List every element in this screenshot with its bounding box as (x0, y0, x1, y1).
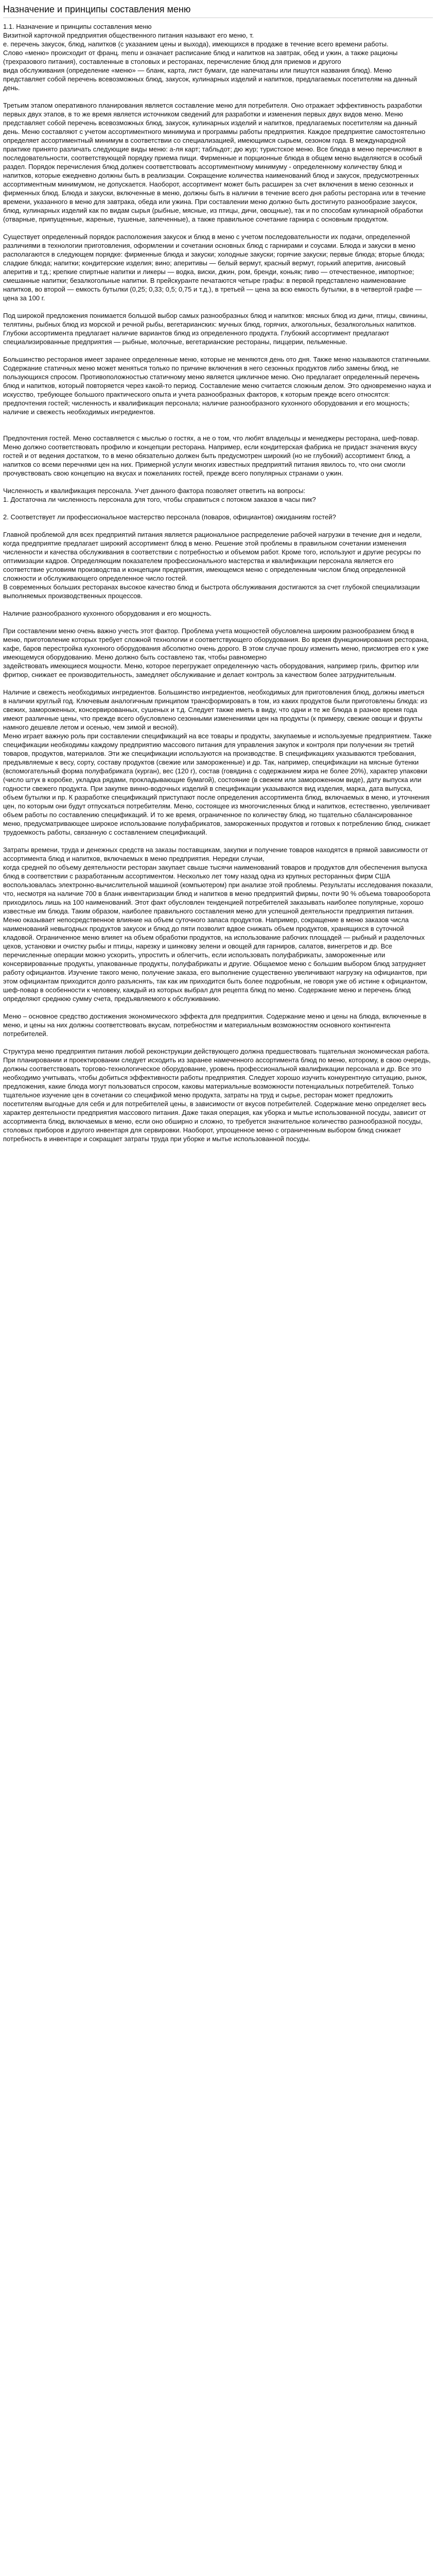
document-body (3, 31, 433, 1143)
paragraph: При составлении меню очень важно учесть этот фактор. Проблема учета мощностей обусловлена широким разнообразием блюд в меню, приготовление которых требует сложной технологии и соответствующего оборудования. Во время функционирования ресторана, кафе, баров перестройка кухонного оборудования абсолютно очень дорого. В этом случае прошу изменить меню, присмотрев его к уже имеющемуся оборудованию. Меню должно быть составлено так, чтобы равномерно задействовать имеющиеся мощности. Меню, которое перегружает определенную часть оборудования, например гриль, фритюр или фритюр, снижает ее производительность, замедляет обслуживание и делает контроль за качеством более затруднительным. (3, 627, 429, 679)
section-heading: 1.1. Назначение и принципы составления меню (3, 23, 152, 30)
paragraph: Предпочтения гостей. Меню составляется с мыслью о гостях, а не о том, что любят владельцы и менеджеры ресторана, шеф-повар. Меню должно соответствовать профилю и концепции ресторана. Например, если кондитерская фабрика не придаст значения вкусу гостей и от ведения достатком, то в меню обязательно должен быть предусмотрен широкий (но не глубокий) ассортимент блюд, а напитков со всеми перечнями цен на них. Примерной услуги многих известных предприятий питания явилось то, что они смогли прочувствовать свою концепцию на вкусах и пожеланиях гостей, прежде всего популярных странами о ужин. (3, 434, 419, 477)
paragraph: Под широкой предложения понимается большой выбор самых разнообразных блюд и напитков: мясных блюд из дичи, птицы, свинины, телятины, рыбных блюд из морской и речной рыбы, вегетарианских: мучных блюд, горячих, алкогольных, безалкогольных напитков. Глубоки ассортимента предлагает наличие вариантов блюд из определенного продукта. Глубокий ассортимент предлагают специализированные предприятия — рыбные, молочные, вегетарианские рестораны, пиццерии, пельменные. (3, 312, 428, 346)
paragraph: Большинство ресторанов имеет заранее определенные меню, которые не меняются день ото дня. Также меню называются статичными. Содержание статичных меню может меняться только по причине включения в него сезонных продуктов либо замены блюд, не пользующихся спросом. Противоположностью статичному меню является цикличное меню. Оно предлагает определенный перечень блюд и напитков, который повторяется через какой-то период. Составление меню считается сложным делом. Это одновременно наука и искусство, требующее большого практического опыта и учета разнообразных факторов, к которым прежде всего относятся: предпочтения гостей; численность и квалификация персонала; наличие разнообразного кухонного оборудования и его мощность; наличие и свежесть необходимых ингредиентов. (3, 355, 431, 416)
document-page (0, 0, 436, 1158)
paragraph: Численность и квалификация персонала. Учет данного фактора позволяет ответить на вопросы: (3, 487, 306, 495)
paragraph: Визитной карточкой предприятия общественного питания называют его меню, т. е. перечень закусок, блюд, напитков (с указанием цены и выхода), имеющихся в продаже в течение всего времени работы. Слово «меню» происходит от франц. menu и означает расписание блюд и напитков на завтрак, обед и ужин, а также рационы (трехразового питания), составленные в столовых и ресторанах, перечисление блюд для приемов и другого вида обслуживания (определение «меню» — бланк, карта, лист бумаги, где напечатаны или пишутся названия блюд). Меню представляет собой перечень всевозможных блюд, закусок, кулинарных изделий и напитков, предлагаемых посетителям на данный день. (3, 31, 417, 92)
paragraph: Главной проблемой для всех предприятий питания является рациональное распределение рабочей нагрузки в течение дня и недели, когда предприятие предлагает широкий ассортимент блюд в меню. Решение этой проблемы в правильном сочетании изменения численности и качества обслуживания в соответствии с потребностью и объемом работ. Кроме того, используют и другие ресурсы по оптимизации кадров. Определяющим показателем профессионального мастерства и квалификации персонала является его соответствие условиям производства и концепции предприятия, имеющемся меню с определенным числом блюд определенной сложности и обслуживающего определенное число гостей. В современных больших ресторанах высокое качество блюд и быстрота обслуживания достигаются за счет глубокой специализации выполняемых производственных процессов. (3, 531, 422, 600)
paragraph: Существует определенный порядок расположения закусок и блюд в меню с учетом последовательности их подачи, определенной различиями в технологии приготовления, оформлении и сочетании основных блюд с гарнирами и соусами. Блюда и закуски в меню располагаются в следующем порядке: фирменные блюда и закуски; холодные закуски; горячие закуски; первые блюда; вторые блюда; сладкие блюда; напитки; кондитерские изделия; вино; аперитивы — белый вермут, красный вермут, горький аперитив, анисовый аперитив и т.д.; крепкие спиртные напитки и ликеры — водка, виски, джин, ром, бренди, коньяк; пиво — отечественное, импортное; смешанные напитки; безалкогольные напитки. В прейскуранте печатаются четыре графы: в первой представлено наименование напитков, во второй — емкость бутылки (0,25; 0,33; 0,5; 0,75 и т.д.), в третьей — цена за всю емкость бутылки, в в четвертой графе — цена за 100 г. (3, 233, 425, 302)
paragraph: Структура меню предприятия питания любой реконструкции действующего должна предшествовать тщательная экономическая работа. При планировании и проектировании следует исходить из заранее намеченного ассортимента блюд по меню, которому, в свою очередь, должны соответствовать торгово-технологическое оборудование, уровень профессиональной квалификации персонала и др. Все это необходимо учитывать, чтобы добиться эффективности работы предприятия. Следует хорошо изучить конкурентную ситуацию, рынок, предложения, какие блюда могут пользоваться спросом, каковы материальные возможности потенциальных потребителей. Только тщательное изучение цен в сочетании со спецификой меню продукта, затраты на труд и сырье, ресторан может предложить посетителям выгодные для себя и для потребителей цены, в зависимости от вкусов потребителей. Содержание меню определяет весь характер деятельности предприятия массового питания. Даже такая операция, как уборка и мытье использованной посуды, зависит от ассортимента блюд, включаемых в меню, если оно обширно и сложно, то требуется значительное количество разнообразной посуды, столовых приборов и другого инвентаря для сервировки. Наоборот, упрощенное меню с ограниченным выбором блюд снижает потребность в инвентаре и сокращает затраты труда при уборке и мытье использованной посуды. (3, 1047, 431, 1143)
paragraph: Затраты времени, труда и денежных средств на заказы поставщикам, закупки и получение товаров находятся в прямой зависимости от ассортимента блюд и напитков, включаемых в меню предприятия. Нередки случаи, когда средней по объему деятельности ресторан закупает свыше тысячи наименований товаров и продуктов для обеспечения выпуска блюд в соответствии с разработанным ассортиментом. Несколько лет тому назад одна из крупных ресторанных фирм США воспользовалась электронно-вычислительной машиной (компьютером) при анализе этой проблемы. Результаты исследования показали, что, несмотря на наличие 700 в бланк инвентаризации блюд и напитков в меню предприятий фирмы, почти 90 % объема товарооборота приходилось лишь на 100 наименований. Этот факт обусловлен тенденцией потребителей заказывать наиболее популярные, хорошо известные им блюда. Таким образом, наиболее правильного составления меню для успешной деятельности предприятия питания. Меню оказывает непосредственное влияние на объем суточного запаса продуктов. Например, сокращение в меню заказов числа наименований невыгодных продуктов закусок и блюд до пяти позволит вдвое снижать объем продуктов, хранящихся в суточной кладовой. Ограниченное меню влияет на объем обработки продуктов, на использование рабочих площадей — рыбный и разделочных цехов, установки и очистку рыбы и птицы, нарезку и шинковку зелени и овощей для гарниров, салатов, винегретов и др. Все перечисленные операции можно ускорить, упростить и облегчить, если использовать полуфабрикаты, замороженные или консервированные продукты, упакованные продукты, полуфабрикаты и другие. Общаемое меню с большим выбором блюд затрудняет работу официантов. Изучение такого меню, получение заказа, его выполнение существенно увеличивают нагрузку на официантов, при этом официантам приходится долго разъяснять, так как им приходится быть более подробным, не говоря уже об истине к официантом, шеф-повар в особенности к человеку, каждый из которых выбрал для рецепта блюд по меню. Содержание меню и перечень блюд определяют среднюю сумму счета, предъявляемого к обслуживанию. (3, 846, 433, 1003)
paragraph: Наличие разнообразного кухонного оборудования и его мощность. (3, 609, 212, 617)
blank-line (3, 425, 433, 434)
paragraph: Меню – основное средство достижения экономического эффекта для предприятия. Содержание меню и цены на блюда, включенные в меню, и цены на них должны соответствовать вкусам, потребностям и материальным возможностям основного контингента потребителей. (3, 1012, 427, 1038)
page-title: Назначение и принципы составления меню (3, 3, 433, 18)
paragraph: Наличие и свежесть необходимых ингредиентов. Большинство ингредиентов, необходимых для приготовления блюд, должны иметься в наличии круглый год. Ключевым аналогичным принципом трансформировать в том, из каких продуктов были приготовлены блюда: из свежих, замороженных, консервированных, сушеных и т.д. Следует также иметь в виду, что одни и те же блюда в разное время года имеют различные цены, что прежде всего обусловлено сезонными изменениями цен на продукты (к примеру, свежие овощи и фрукты намного дешевле летом и осенью, чем зимой и весной). Меню играет важную роль при составлении спецификаций на все товары и продукты, закупаемые и используемые предприятием. Также спецификации необходимы каждому предприятию массового питания для управления закупок и контроля при получении ян третий товаров, продуктов, материалов. Эти же спецификации используются на производстве. В спецификациях указываются требования, предъявляемые к весу, сорту, составу продуктов (свежие или замороженные) и др. Так, например, спецификации на мясные бутенки (вспомогательный форма полуфабриката (курган), вес (120 г), состав (говядина с содержанием жира не более 20%), характер упаковки (число штук в коробке, укладка рядами, прокладывающие бумагой), состояние (в свежем или замороженном виде), дату выпуска или годности свежего продукта. При закупке винно-водочных изделий в спецификации указываются вид изделия, марка, дата выпуска, объем бутылки и пр. К разработке спецификаций приступают после определения ассортимента блюд, включаемых в меню, и уточнения цен, по которым они будут отпускаться потребителям. Меню, состоящее из многочисленных блюд и напитков, естественно, увеличивает объем работы по составлению спецификаций. И то же время, ограниченное по количеству блюд, но тщательно сбалансированное меню, предусматривающее широкое использование полуфабрикатов, замороженных продуктов и готовых к потреблению блюд, снижает трудоемкость работы, связанную с составлением спецификаций. (3, 688, 432, 836)
paragraph: Третьим этапом оперативного планирования является составление меню для потребителя. Оно отражает эффективность разработки первых двух этапов, в то же время является источником сведений для разработки и изменения первых двух видов меню. Меню представляет собой перечень всевозможных блюд, закусок, кулинарных изделий и напитков, предлагаемых посетителям на данный день. Меню составляют с учетом ассортиментного минимума и программы работы предприятия. Каждое предприятие самостоятельно определяет ассортиментный минимум в соответствии со специализацией, имеющимся сырьем, сезоном года. В международной практике принято различать следующие виды меню: а-ля карт; табльдот; дю жур; туристское меню. Все блюда в меню перечисляют в последовательности, соответствующей порядку приема пищи. Фирменные и порционные блюда в общем меню выделяются в особый раздел. Порядок перечисления блюд должен соответствовать ассортиментному минимуму - определенному количеству блюд и напитков, которые ежедневно должны быть в реализации. Сокращение количества наименований блюд и закусок, предусмотренных ассортиментным минимумом, не допускается. Наоборот, ассортимент может быть расширен за счет включения в меню сезонных и фирменных блюд. Блюда и закуски, включенные в меню, должны быть в наличии в течение всего дня работы ресторана или в течение времени, указанного в меню для завтрака, обеда или ужина. При составлении меню должно быть достигнуто разнообразие закусок, блюд, кулинарных изделий как по видам сырья (рыбные, мясные, из птицы, дичи, овощные), так и по способам кулинарной обработки (отварные, припущенные, жареные, тушеные, запеченные), а также правильное сочетание гарнира с основным продуктом. (3, 101, 426, 223)
paragraph: 2. Соответствует ли профессиональное мастерство персонала (поваров, официантов) ожиданиям гостей? (3, 513, 336, 521)
paragraph: 1. Достаточна ли численность персонала для того, чтобы справиться с потоком заказов в часы пик? (3, 496, 316, 503)
